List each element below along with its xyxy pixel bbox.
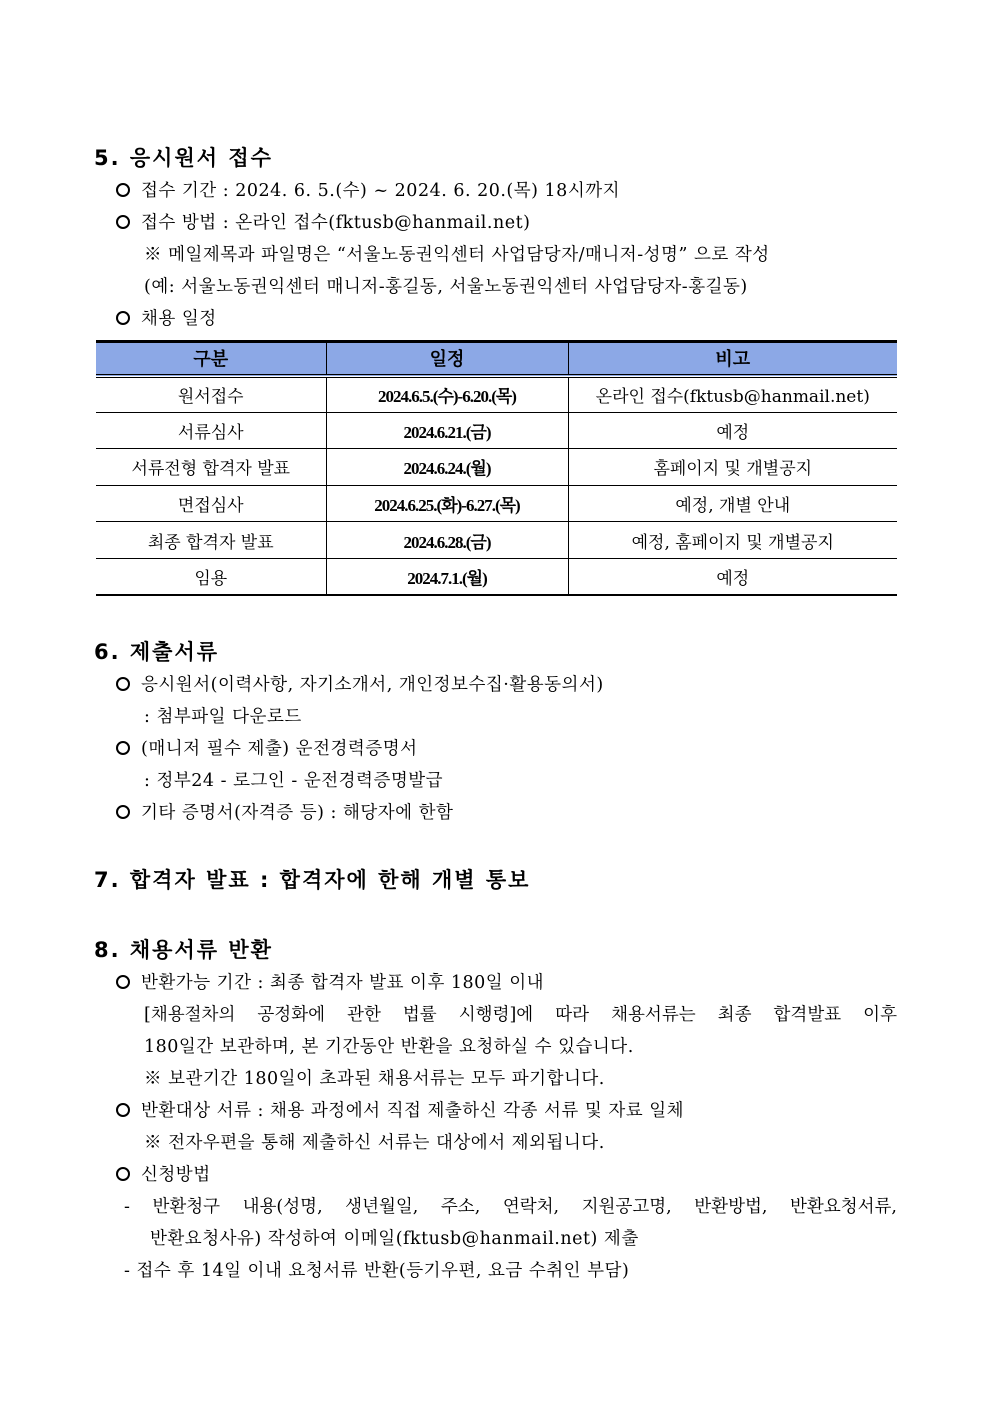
table-row xyxy=(96,522,897,559)
s6-item-driving-record: (매니저 필수 제출) 운전경력증명서 xyxy=(116,735,418,760)
circle-bullet-icon xyxy=(116,677,130,691)
s6-item-application: 응시원서(이력사항, 자기소개서, 개인정보수집·활용동의서) xyxy=(116,671,604,696)
s8-period-detail-1: [채용절차의 공정화에 관한 법률 시행령]에 따라 채용서류는 최종 합격발표 이후 xyxy=(144,1005,897,1025)
s8-period-detail-2: 180일간 보관하며, 본 기간동안 반환을 요청하실 수 있습니다. xyxy=(144,1037,634,1057)
s5-example: (예: 서울노동권익센터 매니저-홍길동, 서울노동권익센터 사업담당자-홍길동) xyxy=(144,277,748,297)
s8-period-note: ※ 보관기간 180일이 초과된 채용서류는 모두 파기합니다. xyxy=(144,1069,605,1089)
schedule-table xyxy=(96,340,897,596)
s5-note: ※ 메일제목과 파일명은 “서울노동권익센터 사업담당자/매니저-성명” 으로 작성 xyxy=(144,245,770,265)
cell-category: 최종 합격자 발표 xyxy=(96,522,326,559)
table-header-row xyxy=(96,342,897,376)
cell-category: 서류전형 합격자 발표 xyxy=(96,449,326,486)
cell-remarks: 온라인 접수(fktusb@hanmail.net) xyxy=(568,376,897,413)
section-8-heading: 8. 채용서류 반환 xyxy=(94,938,273,962)
cell-remarks: 예정 xyxy=(568,558,897,595)
cell-date: 2024.6.25.(화)-6.27.(목) xyxy=(326,485,568,522)
cell-remarks: 예정, 개별 안내 xyxy=(568,485,897,522)
cell-category: 면접심사 xyxy=(96,485,326,522)
table-row xyxy=(96,485,897,522)
circle-bullet-icon xyxy=(116,1167,130,1181)
cell-category: 원서접수 xyxy=(96,376,326,413)
cell-category: 임용 xyxy=(96,558,326,595)
table-row xyxy=(96,376,897,413)
table-row xyxy=(96,412,897,449)
s8-method-1a: - 반환청구 내용(성명, 생년월일, 주소, 연락처, 지원공고명, 반환방법, 반환요청서류, xyxy=(124,1197,897,1217)
s5-item-period: 접수 기간 : 2024. 6. 5.(수) ~ 2024. 6. 20.(목) 18시까지 xyxy=(116,177,620,202)
cell-remarks: 홈페이지 및 개별공지 xyxy=(568,449,897,486)
circle-bullet-icon xyxy=(116,183,130,197)
table-row xyxy=(96,449,897,486)
cell-category: 서류심사 xyxy=(96,412,326,449)
s8-item-period: 반환가능 기간 : 최종 합격자 발표 이후 180일 이내 xyxy=(116,969,544,994)
cell-date: 2024.6.28.(금) xyxy=(326,522,568,559)
s6-download-note: : 첨부파일 다운로드 xyxy=(144,707,302,727)
s8-item-target: 반환대상 서류 : 채용 과정에서 직접 제출하신 각종 서류 및 자료 일체 xyxy=(116,1097,684,1122)
circle-bullet-icon xyxy=(116,1103,130,1117)
header-remarks: 비고 xyxy=(568,342,897,376)
table-row xyxy=(96,558,897,595)
circle-bullet-icon xyxy=(116,805,130,819)
section-7-heading: 7. 합격자 발표 : 합격자에 한해 개별 통보 xyxy=(94,868,531,892)
circle-bullet-icon xyxy=(116,215,130,229)
cell-date: 2024.6.24.(월) xyxy=(326,449,568,486)
circle-bullet-icon xyxy=(116,741,130,755)
s5-item-schedule: 채용 일정 xyxy=(116,305,217,330)
circle-bullet-icon xyxy=(116,311,130,325)
cell-remarks: 예정, 홈페이지 및 개별공지 xyxy=(568,522,897,559)
s5-item-method: 접수 방법 : 온라인 접수(fktusb@hanmail.net) xyxy=(116,209,530,234)
section-6-heading: 6. 제출서류 xyxy=(94,640,220,664)
s8-method-1b: 반환요청사유) 작성하여 이메일(fktusb@hanmail.net) 제출 xyxy=(150,1229,639,1249)
cell-date: 2024.7.1.(월) xyxy=(326,558,568,595)
s8-item-method: 신청방법 xyxy=(116,1161,211,1186)
cell-remarks: 예정 xyxy=(568,412,897,449)
circle-bullet-icon xyxy=(116,975,130,989)
s6-driving-record-note: : 정부24 - 로그인 - 운전경력증명발급 xyxy=(144,771,444,791)
cell-date: 2024.6.21.(금) xyxy=(326,412,568,449)
cell-date: 2024.6.5.(수)-6.20.(목) xyxy=(326,376,568,413)
header-category: 구분 xyxy=(96,342,326,376)
section-5-heading: 5. 응시원서 접수 xyxy=(94,146,273,170)
s6-item-other-certificates: 기타 증명서(자격증 등) : 해당자에 한함 xyxy=(116,799,453,824)
header-schedule: 일정 xyxy=(326,342,568,376)
s8-method-2: - 접수 후 14일 이내 요청서류 반환(등기우편, 요금 수취인 부담) xyxy=(124,1261,630,1281)
s8-target-note: ※ 전자우편을 통해 제출하신 서류는 대상에서 제외됩니다. xyxy=(144,1133,605,1153)
